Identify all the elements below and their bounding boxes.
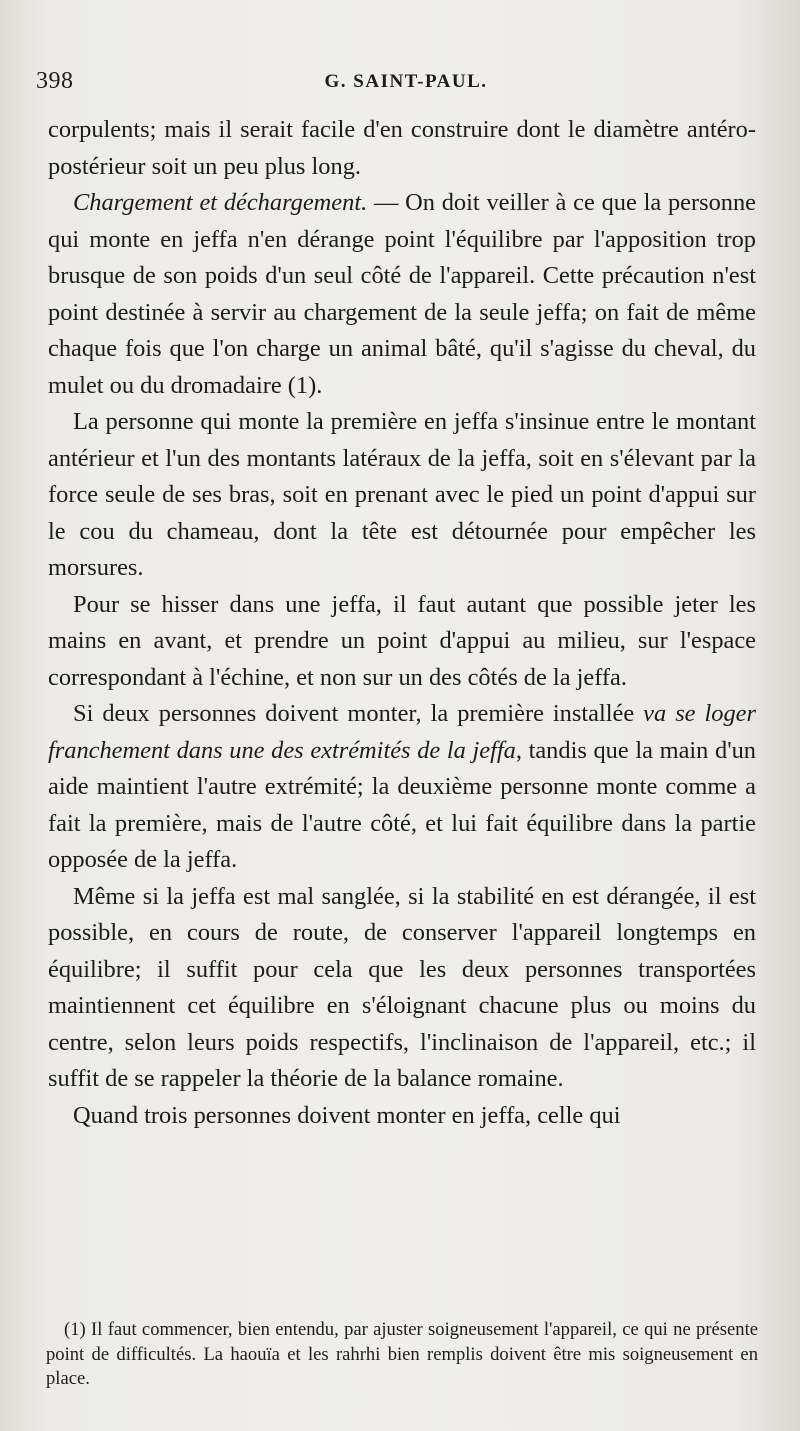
running-head: G. SAINT-PAUL.: [324, 71, 488, 92]
italic-text: Chargement et déchargement.: [73, 189, 368, 216]
footnote-text: (1) Il faut commencer, bien entendu, par ajuster soigneusement l'appareil, ce qui ne présente point de difficultés. La haouïa et les rahrhi bien remplis doivent être mis soigneusement en place.: [46, 1319, 758, 1389]
page-header: [36, 68, 776, 102]
paragraph-text: , tandis que la main d'un aide maintient l'autre extrémité; la deuxième personne monte comme a fait la première, mais de l'autre côté, et lui fait équilibre dans la partie opposée de la jeffa.: [48, 736, 756, 873]
paragraph: [48, 696, 756, 879]
italic-text: va se loger franchement dans une des extrémités de la jeffa: [48, 700, 756, 764]
paragraph: [48, 587, 756, 697]
footnote: [46, 1318, 758, 1392]
paragraph: [48, 112, 756, 185]
paragraph: [48, 185, 756, 404]
paragraph-text: — On doit veiller à ce que la personne qui monte en jeffa n'en dérange point l'équilibre par l'apposition trop brusque de son poids d'un seul côté de l'appareil. Cette précaution n'est point destinée à servir au chargement de la seule jeffa; on fait de même chaque fois que l'on charge un animal bâté, qu'il s'agisse du cheval, du mulet ou du dromadaire (1).: [48, 189, 756, 399]
paragraph-text: La personne qui monte la première en jeffa s'insinue entre le montant antérieur et l'un des montants latéraux de la jeffa, soit en s'élevant par la force seule de ses bras, soit en prenant avec le pied un point d'appui sur le cou du chameau, dont la tête est détournée pour empêcher les morsures.: [48, 408, 756, 581]
paragraph-text: Quand trois personnes doivent monter en jeffa, celle qui: [73, 1101, 621, 1129]
paragraph: [48, 879, 756, 1098]
paragraph-text: Pour se hisser dans une jeffa, il faut autant que possible jeter les mains en avant, et prendre un point d'appui au milieu, sur l'espace correspondant à l'échine, et non sur un des côtés de la jeffa.: [48, 590, 756, 691]
paragraph: [48, 1098, 756, 1135]
paragraph-text: corpulents; mais il serait facile d'en construire dont le diamètre antéro-postérieur soit un peu plus long.: [48, 116, 756, 180]
page-number: 398: [36, 68, 74, 94]
paragraph: [48, 404, 756, 587]
paragraph-text: Même si la jeffa est mal sanglée, si la stabilité en est dérangée, il est possible, en cours de route, de conserver l'appareil longtemps en équilibre; il suffit pour cela que les deux personnes transportées maintiennent cet équilibre en s'éloignant chacune plus ou moins du centre, selon leurs poids respectifs, l'inclinaison de l'appareil, etc.; il suffit de se rappeler la théorie de la balance romaine.: [48, 882, 756, 1092]
paragraph-text: Si deux personnes doivent monter, la première installée: [73, 700, 644, 727]
body-text: [48, 112, 756, 1134]
